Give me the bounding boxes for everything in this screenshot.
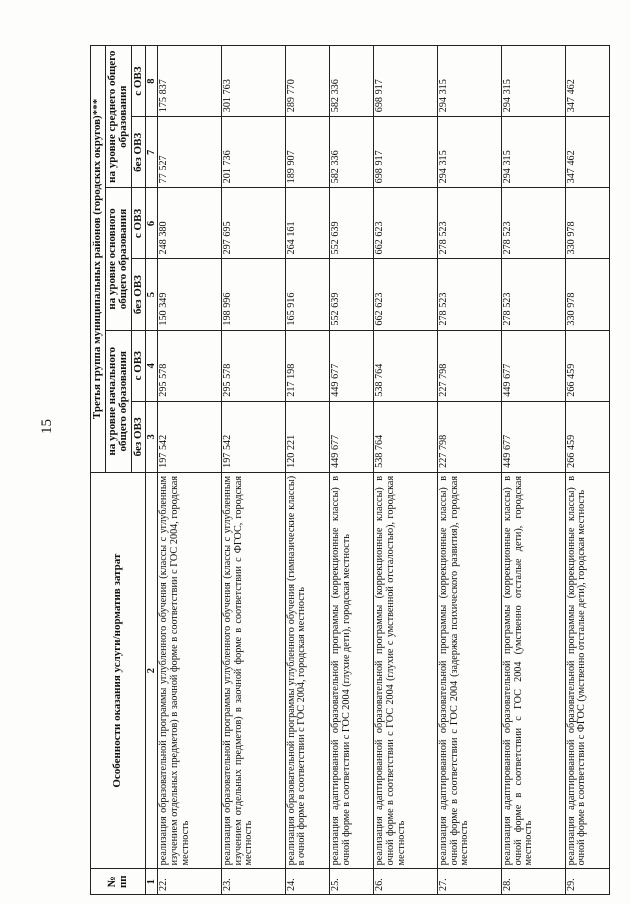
row-value: 538 764 xyxy=(374,401,438,472)
column-number: 7 xyxy=(146,117,158,188)
row-value: 449 677 xyxy=(330,330,374,401)
row-value: 294 315 xyxy=(438,117,502,188)
row-value: 449 677 xyxy=(501,401,565,472)
row-value: 295 578 xyxy=(158,330,222,401)
column-number: 5 xyxy=(146,259,158,330)
row-value: 248 380 xyxy=(158,188,222,259)
rotated-table-container xyxy=(90,45,610,895)
row-value: 197 542 xyxy=(158,401,222,472)
row-value: 698 917 xyxy=(374,117,438,188)
row-value: 297 695 xyxy=(221,188,285,259)
row-value: 347 462 xyxy=(565,46,609,117)
row-value: 538 764 xyxy=(374,330,438,401)
row-value: 449 677 xyxy=(330,401,374,472)
column-number: 2 xyxy=(146,472,158,868)
rotated-page xyxy=(90,45,610,895)
row-value: 198 996 xyxy=(221,259,285,330)
row-value: 227 798 xyxy=(438,330,502,401)
row-value: 449 677 xyxy=(501,330,565,401)
column-number-row xyxy=(146,46,158,895)
header-num: № пп xyxy=(91,869,146,895)
row-value: 217 198 xyxy=(285,330,329,401)
header-description: Особенности оказания услуги/норматив затрат xyxy=(91,472,146,868)
row-value: 77 527 xyxy=(158,117,222,188)
row-value: 150 349 xyxy=(158,259,222,330)
row-value: 582 336 xyxy=(330,46,374,117)
row-number: 29. xyxy=(565,869,609,895)
norms-table xyxy=(90,45,610,895)
row-number: 26. xyxy=(374,869,438,895)
row-value: 347 462 xyxy=(565,117,609,188)
header-with-ovz: с ОВЗ xyxy=(131,46,146,117)
row-number: 28. xyxy=(501,869,565,895)
row-value: 278 523 xyxy=(501,259,565,330)
row-value: 175 837 xyxy=(158,46,222,117)
row-value: 294 315 xyxy=(501,46,565,117)
row-value: 330 978 xyxy=(565,188,609,259)
row-value: 278 523 xyxy=(438,259,502,330)
row-value: 201 736 xyxy=(221,117,285,188)
table-row xyxy=(330,46,374,895)
row-value: 552 639 xyxy=(330,259,374,330)
row-value: 120 221 xyxy=(285,401,329,472)
row-value: 165 916 xyxy=(285,259,329,330)
row-value: 266 459 xyxy=(565,330,609,401)
row-value: 330 978 xyxy=(565,259,609,330)
column-number: 8 xyxy=(146,46,158,117)
row-value: 278 523 xyxy=(501,188,565,259)
row-description: реализация адаптированной образовательной программы (коррекционные классы) в очной форме в соответствии с ГОС 2004 (умственно отсталые дети), городская местность xyxy=(501,472,565,868)
row-value: 264 161 xyxy=(285,188,329,259)
row-value: 662 623 xyxy=(374,188,438,259)
row-value: 294 315 xyxy=(501,117,565,188)
header-without-ovz: без ОВЗ xyxy=(131,259,146,330)
row-description: реализация адаптированной образовательной программы (коррекционные классы) в очной форме в соответствии с ГОС 2004 (глухие с умственной отсталостью), городская местность xyxy=(374,472,438,868)
row-description: реализация образовательной программы углубленного обучения (классы с углубленным изучением отдельных предметов) в заочной форме в соответствии с ФГОС, городская местность xyxy=(221,472,285,868)
table-row xyxy=(221,46,285,895)
table-row xyxy=(158,46,222,895)
row-value: 278 523 xyxy=(438,188,502,259)
table-row xyxy=(438,46,502,895)
row-value: 294 315 xyxy=(438,46,502,117)
header-with-ovz: с ОВЗ xyxy=(131,330,146,401)
table-row xyxy=(501,46,565,895)
row-description: реализация адаптированной образовательной программы (коррекционные классы) в очной форме в соответствии с ГОС 2004 (задержка психического развития), городская местность xyxy=(438,472,502,868)
table-row xyxy=(374,46,438,895)
table-row xyxy=(565,46,609,895)
header-level-primary: на уровне начального общего образования xyxy=(105,330,131,472)
header-without-ovz: без ОВЗ xyxy=(131,117,146,188)
row-description: реализация образовательной программы углубленного обучения (гимназические классы) в очной форме в соответствии с ГОС 2004, городская местность xyxy=(285,472,329,868)
row-value: 227 798 xyxy=(438,401,502,472)
row-number: 23. xyxy=(221,869,285,895)
row-value: 266 459 xyxy=(565,401,609,472)
row-description: реализация адаптированной образовательной программы (коррекционные классы) в очной форме в соответствии с ГОС 2004 (глухие дети), городская местность xyxy=(330,472,374,868)
column-number: 4 xyxy=(146,330,158,401)
column-number: 1 xyxy=(146,869,158,895)
header-with-ovz: с ОВЗ xyxy=(131,188,146,259)
row-description: реализация образовательной программы углубленного обучения (классы с углубленным изучением отдельных предметов) в заочной форме в соответствии с ГОС 2004, городская местность xyxy=(158,472,222,868)
header-level-secondary: на уровне среднего общего образования xyxy=(105,46,131,188)
row-value: 698 917 xyxy=(374,46,438,117)
row-value: 189 907 xyxy=(285,117,329,188)
row-value: 582 336 xyxy=(330,117,374,188)
row-value: 295 578 xyxy=(221,330,285,401)
table-row xyxy=(285,46,329,895)
column-number: 6 xyxy=(146,188,158,259)
page-number: 15 xyxy=(39,419,55,434)
row-number: 22. xyxy=(158,869,222,895)
column-number: 3 xyxy=(146,401,158,472)
header-without-ovz: без ОВЗ xyxy=(131,401,146,472)
row-value: 662 623 xyxy=(374,259,438,330)
row-number: 27. xyxy=(438,869,502,895)
row-number: 25. xyxy=(330,869,374,895)
row-number: 24. xyxy=(285,869,329,895)
header-level-basic: на уровне основного общего образования xyxy=(105,188,131,330)
row-value: 197 542 xyxy=(221,401,285,472)
row-description: реализация адаптированной образовательной программы (коррекционные классы) в очной форме в соответствии с ФГОС (умственно отсталые дети), городская местность xyxy=(565,472,609,868)
row-value: 301 763 xyxy=(221,46,285,117)
row-value: 289 770 xyxy=(285,46,329,117)
header-group: Третья группа муниципальных районов (городских округов)*** xyxy=(91,46,106,473)
row-value: 552 639 xyxy=(330,188,374,259)
